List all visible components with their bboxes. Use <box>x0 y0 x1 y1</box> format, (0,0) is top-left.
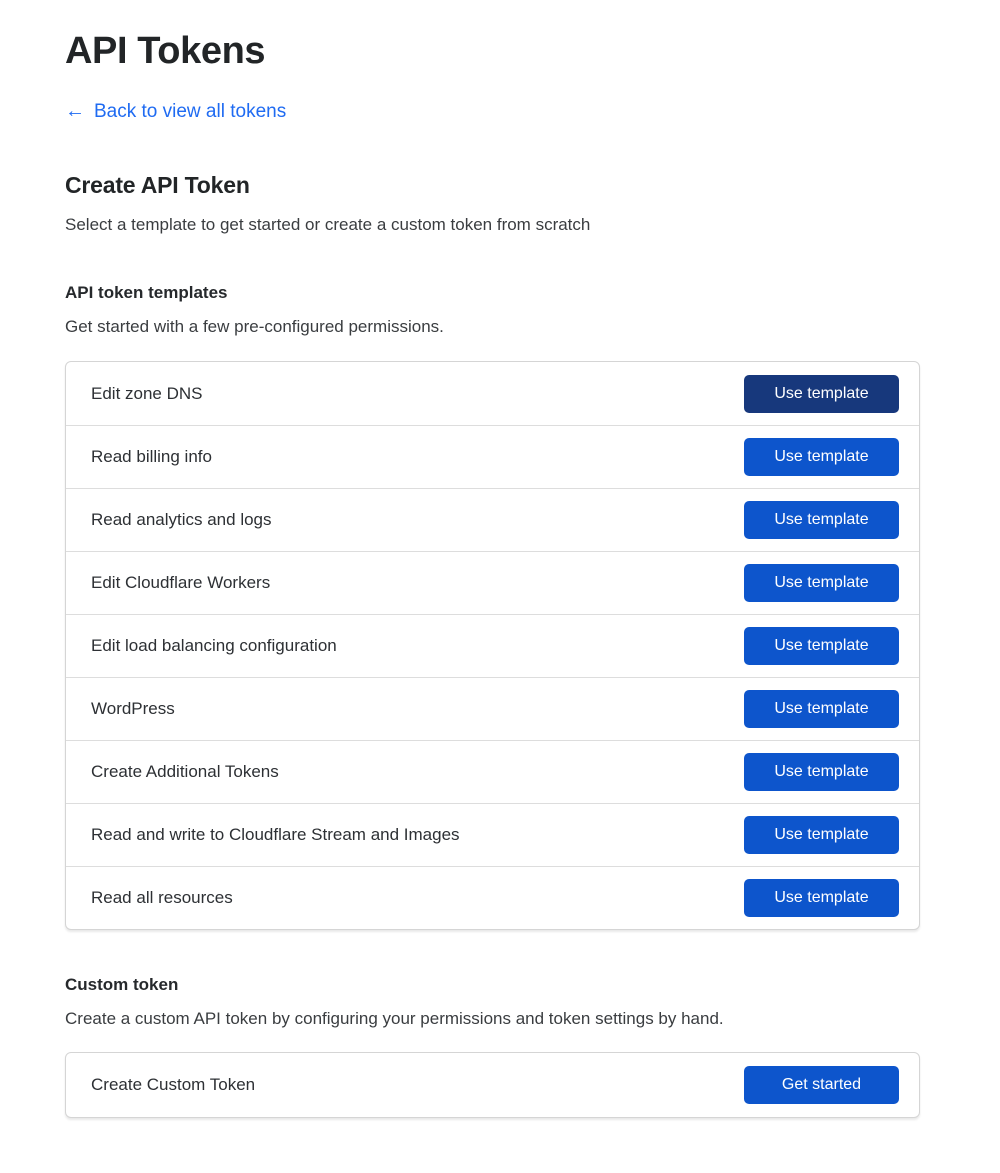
template-name: Read all resources <box>91 888 233 908</box>
template-row <box>66 551 919 614</box>
page-title: API Tokens <box>65 30 266 72</box>
template-name: Read and write to Cloudflare Stream and Images <box>91 825 460 845</box>
custom-token-row <box>66 1053 919 1117</box>
template-name: Edit load balancing configuration <box>91 636 337 656</box>
templates-heading: API token templates <box>65 283 228 303</box>
use-template-button[interactable]: Use template <box>744 753 899 791</box>
template-row <box>66 425 919 488</box>
custom-token-description: Create a custom API token by configuring your permissions and token settings by hand. <box>65 1009 724 1029</box>
use-template-button[interactable]: Use template <box>744 690 899 728</box>
use-template-button[interactable]: Use template <box>744 564 899 602</box>
template-row <box>66 866 919 929</box>
custom-token-panel <box>65 1052 920 1118</box>
use-template-button[interactable]: Use template <box>744 438 899 476</box>
template-row <box>66 740 919 803</box>
use-template-button[interactable]: Use template <box>744 816 899 854</box>
template-name: Create Additional Tokens <box>91 762 279 782</box>
template-name: Edit Cloudflare Workers <box>91 573 271 593</box>
template-row <box>66 362 919 425</box>
use-template-button[interactable]: Use template <box>744 627 899 665</box>
use-template-button[interactable]: Use template <box>744 501 899 539</box>
custom-token-row-label: Create Custom Token <box>91 1074 256 1094</box>
template-row <box>66 488 919 551</box>
template-name: Read analytics and logs <box>91 510 272 530</box>
back-link[interactable] <box>65 101 286 124</box>
template-row <box>66 803 919 866</box>
template-name: Edit zone DNS <box>91 383 203 403</box>
back-link-label: Back to view all tokens <box>94 100 287 122</box>
create-api-token-subheading: Select a template to get started or create a custom token from scratch <box>65 215 591 235</box>
get-started-button[interactable]: Get started <box>744 1066 899 1104</box>
left-arrow-icon: ← <box>65 100 85 123</box>
template-row <box>66 614 919 677</box>
template-row <box>66 677 919 740</box>
template-name: WordPress <box>91 699 175 719</box>
use-template-button[interactable]: Use template <box>744 375 899 413</box>
template-list <box>65 361 920 930</box>
custom-token-heading: Custom token <box>65 975 179 995</box>
templates-description: Get started with a few pre-configured permissions. <box>65 317 444 337</box>
template-name: Read billing info <box>91 447 212 467</box>
create-api-token-heading: Create API Token <box>65 172 250 199</box>
use-template-button[interactable]: Use template <box>744 879 899 917</box>
api-tokens-page <box>65 0 920 1118</box>
